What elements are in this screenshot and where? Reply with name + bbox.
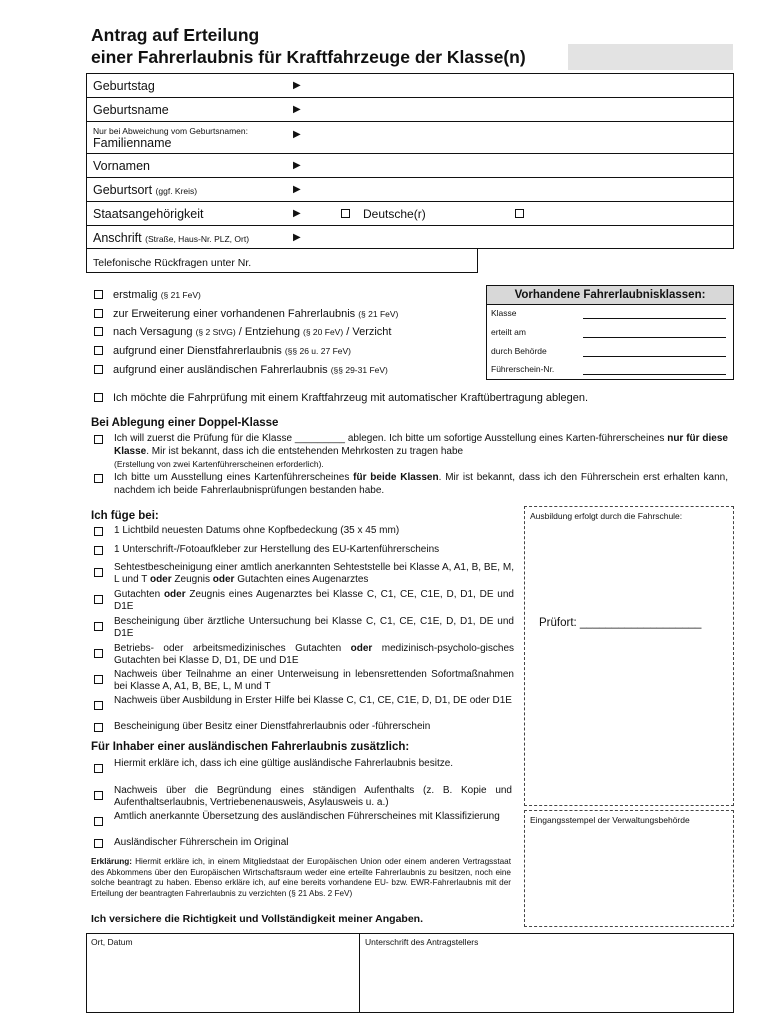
double-first-text: Ich will zuerst die Prüfung für die Klasse _________ ablegen. Ich bitte um sofortige Ausstellung eines Karten-führerscheines nur für diese Klasse. Mir ist bekannt, dass ich die entstehenden Mehrkosten zu tragen habe (Erstellung von zwei Kartenführerscheinen erforderlich). (114, 433, 728, 469)
firstaid-checkbox[interactable] (94, 701, 103, 710)
address-row[interactable] (87, 226, 733, 249)
translation-checkbox[interactable] (94, 817, 103, 826)
first-names-row[interactable] (87, 154, 733, 178)
authority-label: durch Behörde (491, 346, 547, 356)
attach-firstaid: Nachweis über Ausbildung in Erster Hilfe bei Klasse C, C1, CE, C1E, D, D1, DE oder D1E (114, 695, 512, 706)
double-both-checkbox[interactable] (94, 474, 103, 483)
foreign-checkbox[interactable] (94, 365, 103, 374)
foreign-heading: Für Inhaber einer ausländischen Fahrerlaubnis zusätzlich: (91, 741, 410, 753)
place-date-label: Ort, Datum (91, 937, 133, 947)
nationality-row[interactable] (87, 202, 733, 226)
signature-label: Unterschrift des Antragstellers (365, 937, 479, 947)
arrow-icon: ▶ (293, 160, 301, 171)
stamp-label: Eingangsstempel der Verwaltungsbehörde (530, 815, 690, 825)
attach-photo: 1 Lichtbild neuesten Datums ohne Kopfbedeckung (35 x 45 mm) (114, 525, 400, 536)
german-checkbox[interactable] (341, 209, 350, 218)
eye-checkbox[interactable] (94, 595, 103, 604)
option-extension[interactable]: zur Erweiterung einer vorhandenen Fahrerlaubnis (§ 21 FeV) (94, 308, 398, 320)
family-name-label: Familienname (93, 136, 172, 150)
arrow-icon: ▶ (293, 208, 301, 219)
driving-school-label: Ausbildung erfolgt durch die Fahrschule: (530, 511, 683, 521)
arrow-icon: ▶ (293, 184, 301, 195)
foreign-original: Ausländischer Führerschein im Original (114, 837, 289, 848)
assurance-text: Ich versichere die Richtigkeit und Vollständigkeit meiner Angaben. (91, 913, 423, 925)
address-label: Anschrift (93, 231, 142, 245)
arrow-icon: ▶ (293, 104, 301, 115)
extension-checkbox[interactable] (94, 309, 103, 318)
license-no-line[interactable] (583, 374, 726, 375)
title-line-2: einer Fahrerlaubnis für Kraftfahrzeuge der Klasse(n) (91, 47, 526, 67)
title-line-1: Antrag auf Erteilung (91, 25, 260, 45)
after-denial-checkbox[interactable] (94, 327, 103, 336)
attach-sticker: 1 Unterschrift-/Fotoaufkleber zur Herstellung des EU-Kartenführerscheins (114, 544, 440, 555)
option-first[interactable]: erstmalig (§ 21 FeV) (94, 289, 201, 301)
phone-label: Telefonische Rückfragen unter Nr. (93, 257, 252, 269)
psych-checkbox[interactable] (94, 649, 103, 658)
residence-checkbox[interactable] (94, 791, 103, 800)
option-service[interactable]: aufgrund einer Dienstfahrerlaubnis (§§ 26 u. 27 FeV) (94, 345, 351, 357)
declaration-text: Erklärung: Hiermit erkläre ich, in einem Mitgliedstaat der Europäischen Union oder einem anderen Vertragsstaat des Abkommens über den Europäischen Wirtschaftsraum weder eine erteilte Fahrerlaubnis zu besitzen, noch eine solche beantragt zu haben. Ebenso erkläre ich, auf eine bereits vorhandene EU- bzw. EWR-Fahrerlaubnis mit der Erteilung der beantragten Fahrerlaubnis zu verzichten (§ 21 Abs. 2 FeV) (91, 857, 511, 898)
driving-school-box[interactable] (524, 506, 734, 806)
attach-psych: Betriebs- oder arbeitsmedizinisches Gutachten oder medizinisch-psycholo-gisches Gutachten bei Klasse D, D1, DE und D1E (114, 643, 515, 666)
existing-classes-box (486, 285, 734, 380)
arrow-icon: ▶ (293, 80, 301, 91)
birthday-row[interactable] (87, 74, 733, 98)
license-no-label: Führerschein-Nr. (491, 364, 555, 374)
first-names-label: Vornamen (93, 159, 150, 173)
class-entry-field[interactable] (568, 44, 733, 70)
attach-vision: Sehtestbescheinigung einer amtlich anerkannten Sehteststelle bei Klasse A, A1, B, BE, M, L und T oder Zeugnis oder Gutachten eines Augenarztes (114, 562, 514, 585)
existing-classes-header: Vorhandene Fahrerlaubnisklassen: (487, 286, 733, 305)
option-foreign[interactable]: aufgrund einer ausländischen Fahrerlaubnis (§§ 29-31 FeV) (94, 364, 388, 376)
class-line[interactable] (583, 318, 726, 319)
attach-eye: Gutachten oder Zeugnis eines Augenarztes bei Klasse C, C1, CE, C1E, D, D1, DE und D1E (114, 589, 514, 612)
service-checkbox[interactable] (94, 346, 103, 355)
attach-medical: Bescheinigung über ärztliche Untersuchung bei Klasse C, C1, CE, C1E, D, D1, DE und D1E (114, 616, 514, 639)
german-label: Deutsche(r) (363, 207, 426, 221)
phone-field[interactable] (86, 249, 478, 273)
aid-checkbox[interactable] (94, 675, 103, 684)
attach-service: Bescheinigung über Besitz einer Dienstfahrerlaubnis oder -führerschein (114, 721, 431, 732)
signature-section (86, 933, 734, 1013)
address-note: (Straße, Haus-Nr. PLZ, Ort) (145, 234, 250, 244)
birthplace-label: Geburtsort (93, 183, 153, 197)
nationality-label: Staatsangehörigkeit (93, 207, 204, 221)
automatic-checkbox[interactable] (94, 393, 103, 402)
sticker-checkbox[interactable] (94, 546, 103, 555)
family-name-row[interactable] (87, 122, 733, 154)
authority-line[interactable] (583, 356, 726, 357)
attachments-heading: Ich füge bei: (91, 510, 159, 522)
foreign-residence: Nachweis über die Begründung eines ständigen Aufenthalts (z. B. Kopie und Aufenthaltserlaubnis, Vertriebenenausweis, Asylausweis u. a.) (114, 785, 512, 808)
vision-checkbox[interactable] (94, 568, 103, 577)
form-title (91, 24, 526, 68)
double-both-text: Ich bitte um Ausstellung eines Kartenführerscheines für beide Klassen. Mir ist bekannt, dass ich den Führerschein erst erhalten kann, nachdem ich beide Fahrerlaubnisprüfungen bestanden habe. (114, 472, 729, 496)
photo-checkbox[interactable] (94, 527, 103, 536)
birthplace-row[interactable] (87, 178, 733, 202)
personal-data-section (86, 73, 734, 249)
foreign-declare: Hiermit erkläre ich, dass ich eine gültige ausländische Fahrerlaubnis besitze. (114, 758, 454, 769)
issued-label: erteilt am (491, 327, 526, 337)
signature-divider (359, 934, 360, 1012)
birthday-label: Geburtstag (93, 79, 155, 93)
birth-name-label: Geburtsname (93, 103, 169, 117)
foreign-declare-checkbox[interactable] (94, 764, 103, 773)
option-automatic[interactable]: Ich möchte die Fahrprüfung mit einem Kraftfahrzeug mit automatischer Kraftübertragung ablegen. (94, 392, 588, 404)
double-class-heading: Bei Ablegung einer Doppel-Klasse (91, 417, 279, 429)
examiner-location[interactable]: Prüfort: ___________________ (539, 617, 702, 629)
birthplace-note: (ggf. Kreis) (155, 186, 198, 196)
option-after-denial[interactable]: nach Versagung (§ 2 StVG) / Entziehung (§ 20 FeV) / Verzicht (94, 326, 391, 338)
issued-line[interactable] (583, 337, 726, 338)
stamp-box (524, 810, 734, 927)
first-checkbox[interactable] (94, 290, 103, 299)
service-cert-checkbox[interactable] (94, 723, 103, 732)
birth-name-row[interactable] (87, 98, 733, 122)
attach-aid: Nachweis über Teilnahme an einer Unterweisung in lebensrettenden Sofortmaßnahmen bei Klasse A, A1, B, BE, L, M und T (114, 669, 514, 692)
arrow-icon: ▶ (293, 232, 301, 243)
double-first-checkbox[interactable] (94, 435, 103, 444)
other-nationality-checkbox[interactable] (515, 209, 524, 218)
family-name-note: Nur bei Abweichung vom Geburtsnamen: (93, 126, 248, 136)
medical-checkbox[interactable] (94, 622, 103, 631)
original-checkbox[interactable] (94, 839, 103, 848)
class-label: Klasse (491, 308, 517, 318)
foreign-translation: Amtlich anerkannte Übersetzung des ausländischen Führerscheines mit Klassifizierung (114, 811, 500, 822)
arrow-icon: ▶ (293, 129, 301, 140)
